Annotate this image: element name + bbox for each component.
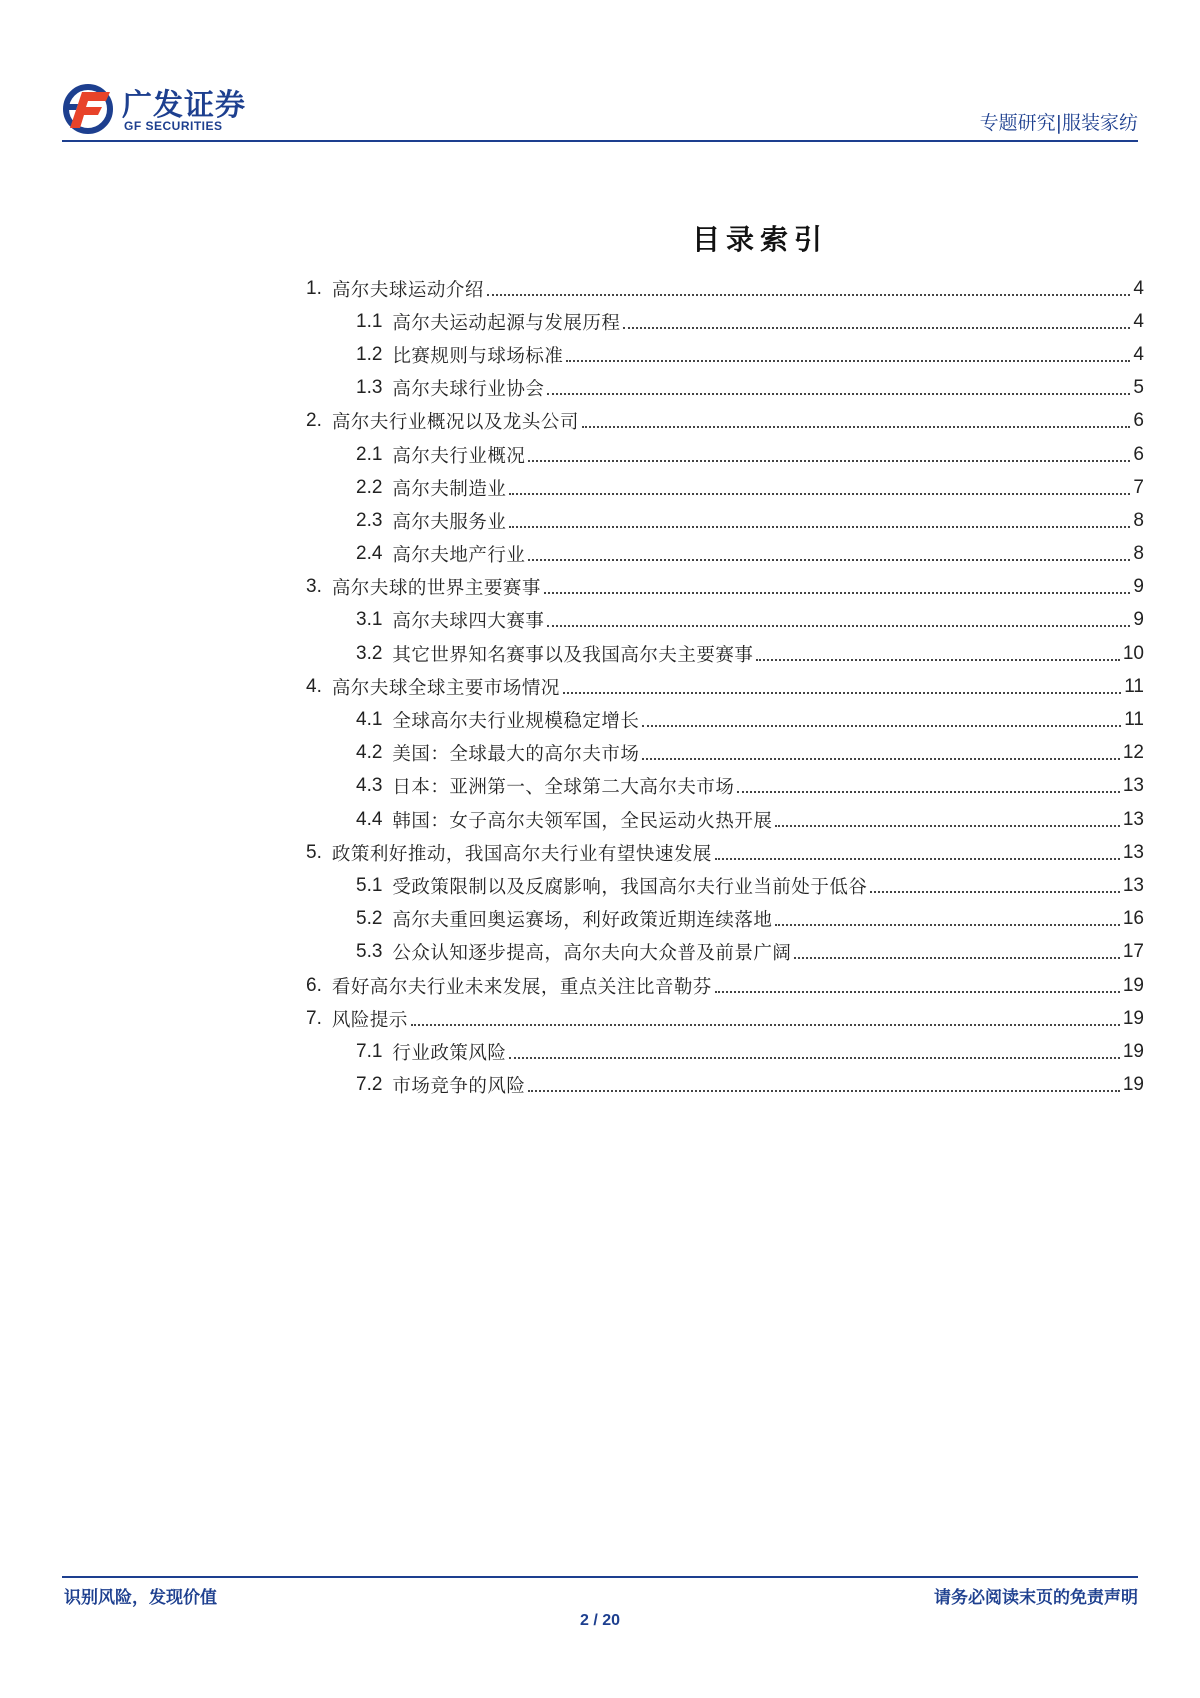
toc-entry[interactable]: [306, 1002, 1144, 1035]
toc-leader-dots: [509, 1057, 1119, 1059]
footer-disclaimer: 请务必阅读末页的免责声明: [934, 1588, 1138, 1608]
toc-entry-page: 8: [1133, 509, 1144, 531]
company-logo: [62, 78, 262, 140]
toc-entry-number: 4.3: [356, 775, 383, 797]
toc-entry-page: 12: [1122, 742, 1144, 764]
toc-entry-title: 全球高尔夫行业规模稳定增长: [392, 711, 640, 733]
footer-slogan: 识别风险，发现价值: [64, 1588, 217, 1608]
toc-entry-title: 高尔夫球的世界主要赛事: [331, 578, 541, 600]
toc-entry-page: 13: [1122, 775, 1144, 797]
toc-title: 目录索引: [691, 223, 828, 256]
toc-leader-dots: [582, 426, 1131, 428]
toc-leader-dots: [775, 924, 1119, 926]
toc-entry-title: 高尔夫球运动介绍: [331, 279, 484, 301]
toc-leader-dots: [775, 825, 1119, 827]
toc-entry-page: 19: [1122, 1074, 1144, 1096]
toc-entry-page: 7: [1133, 476, 1144, 498]
toc-entry[interactable]: [306, 1069, 1144, 1102]
toc-entry-page: 4: [1133, 343, 1144, 365]
toc-entry-title: 高尔夫行业概况以及龙头公司: [331, 412, 579, 434]
logo-english-name: GF SECURITIES: [124, 119, 223, 133]
toc-entry-number: 5.2: [356, 908, 383, 930]
footer-divider: [62, 1576, 1138, 1578]
toc-leader-dots: [623, 327, 1130, 329]
toc-entry-title: 公众认知逐步提高，高尔夫向大众普及前景广阔: [392, 943, 792, 965]
toc-entry-number: 4.: [306, 675, 322, 697]
industry-name: 服装家纺: [1061, 112, 1138, 134]
toc-leader-dots: [563, 692, 1121, 694]
toc-entry-page: 4: [1133, 277, 1144, 299]
toc-entry-page: 13: [1122, 841, 1144, 863]
toc-entry[interactable]: [306, 372, 1144, 405]
toc-entry-number: 2.1: [356, 443, 383, 465]
toc-entry[interactable]: [306, 1035, 1144, 1068]
toc-entry-number: 7.1: [356, 1040, 383, 1062]
toc-entry-number: 7.: [306, 1007, 322, 1029]
page-number: 2 / 20: [579, 1612, 621, 1629]
toc-entry-title: 高尔夫制造业: [392, 478, 507, 500]
toc-entry-page: 16: [1122, 908, 1144, 930]
toc-leader-dots: [756, 659, 1119, 661]
toc-entry-number: 1.1: [356, 310, 383, 332]
toc-leader-dots: [715, 991, 1120, 993]
toc-entry[interactable]: [306, 504, 1144, 537]
toc-entry-title: 看好高尔夫行业未来发展，重点关注比音勒芬: [331, 976, 712, 998]
toc-entry-page: 9: [1133, 609, 1144, 631]
toc-leader-dots: [547, 393, 1130, 395]
toc-leader-dots: [528, 1090, 1119, 1092]
toc-entry[interactable]: [306, 936, 1144, 969]
toc-entry-title: 高尔夫球四大赛事: [392, 611, 545, 633]
toc-entry-page: 10: [1122, 642, 1144, 664]
toc-leader-dots: [870, 891, 1119, 893]
toc-entry-number: 6.: [306, 974, 322, 996]
toc-entry-number: 4.2: [356, 742, 383, 764]
toc-entry[interactable]: [306, 604, 1144, 637]
toc-entry[interactable]: [306, 571, 1144, 604]
toc-entry-number: 1.: [306, 277, 322, 299]
toc-entry[interactable]: [306, 737, 1144, 770]
report-category: [980, 108, 1138, 135]
toc-entry-page: 19: [1122, 1007, 1144, 1029]
toc-entry-title: 高尔夫重回奥运赛场，利好政策近期连续落地: [392, 910, 773, 932]
toc-entry[interactable]: [306, 836, 1144, 869]
toc-entry-title: 日本：亚洲第一、全球第二大高尔夫市场: [392, 777, 735, 799]
toc-leader-dots: [411, 1024, 1120, 1026]
toc-entry-number: 3.1: [356, 609, 383, 631]
toc-entry-number: 5.1: [356, 874, 383, 896]
toc-entry-number: 5.3: [356, 941, 383, 963]
toc-entry[interactable]: [306, 471, 1144, 504]
report-type: 专题研究: [979, 112, 1056, 134]
toc-entry-page: 13: [1122, 874, 1144, 896]
toc-entry-number: 2.2: [356, 476, 383, 498]
toc-entry-title: 高尔夫运动起源与发展历程: [392, 312, 621, 334]
toc-entry[interactable]: [306, 969, 1144, 1002]
toc-entry[interactable]: [306, 272, 1144, 305]
toc-entry[interactable]: [306, 405, 1144, 438]
toc-entry-title: 其它世界知名赛事以及我国高尔夫主要赛事: [392, 644, 754, 666]
toc-leader-dots: [528, 559, 1130, 561]
toc-entry-number: 3.: [306, 576, 322, 598]
toc-entry-page: 13: [1122, 808, 1144, 830]
toc-entry[interactable]: [306, 538, 1144, 571]
toc-entry-title: 行业政策风险: [392, 1042, 507, 1064]
header-separator: |: [1055, 112, 1062, 134]
toc-entry-title: 美国：全球最大的高尔夫市场: [392, 744, 640, 766]
toc-entry-number: 4.1: [356, 709, 383, 731]
logo-chinese-name: 广发证券: [122, 88, 246, 123]
toc-entry[interactable]: [306, 869, 1144, 902]
toc-entry-title: 高尔夫球全球主要市场情况: [331, 677, 560, 699]
toc-entry-page: 4: [1133, 310, 1144, 332]
toc-entry-page: 11: [1124, 709, 1144, 731]
toc-entry-title: 政策利好推动，我国高尔夫行业有望快速发展: [331, 843, 712, 865]
toc-entry[interactable]: [306, 803, 1144, 836]
toc-entry-title: 高尔夫服务业: [392, 511, 507, 533]
page-header: [62, 78, 1138, 140]
toc-leader-dots: [737, 791, 1119, 793]
toc-leader-dots: [544, 592, 1131, 594]
toc-entry[interactable]: [306, 703, 1144, 736]
toc-leader-dots: [642, 758, 1119, 760]
toc-entry-title: 高尔夫行业概况: [392, 445, 526, 467]
toc-leader-dots: [509, 526, 1130, 528]
toc-entry-number: 2.: [306, 410, 322, 432]
toc-entry-title: 受政策限制以及反腐影响，我国高尔夫行业当前处于低谷: [392, 876, 868, 898]
toc-entry[interactable]: [306, 670, 1144, 703]
toc-entry-number: 1.2: [356, 343, 383, 365]
toc-entry[interactable]: [306, 770, 1144, 803]
toc-entry-page: 19: [1122, 1040, 1144, 1062]
toc-entry-number: 5.: [306, 841, 322, 863]
toc-entry[interactable]: [306, 637, 1144, 670]
toc-leader-dots: [547, 625, 1130, 627]
toc-leader-dots: [715, 858, 1120, 860]
toc-entry-page: 9: [1133, 576, 1144, 598]
toc-leader-dots: [487, 294, 1131, 296]
toc-entry-page: 17: [1122, 941, 1144, 963]
toc-entry-page: 11: [1124, 675, 1144, 697]
toc-entry-title: 高尔夫球行业协会: [392, 379, 545, 401]
toc-leader-dots: [509, 493, 1130, 495]
toc-leader-dots: [642, 725, 1121, 727]
toc-entry-title: 韩国：女子高尔夫领军国，全民运动火热开展: [392, 810, 773, 832]
toc-entry-title: 市场竞争的风险: [392, 1076, 526, 1098]
toc-leader-dots: [794, 957, 1119, 959]
toc-entry[interactable]: [306, 438, 1144, 471]
toc-entry-number: 4.4: [356, 808, 383, 830]
toc-entry-number: 7.2: [356, 1074, 383, 1096]
gf-logo-icon: [62, 82, 118, 136]
toc-entry[interactable]: [306, 903, 1144, 936]
toc-entry-title: 比赛规则与球场标准: [392, 345, 564, 367]
toc-leader-dots: [566, 360, 1130, 362]
table-of-contents: [306, 272, 1144, 1102]
toc-entry-number: 1.3: [356, 377, 383, 399]
header-divider: [62, 140, 1138, 142]
toc-entry-title: 高尔夫地产行业: [392, 545, 526, 567]
toc-entry-page: 8: [1133, 543, 1144, 565]
toc-entry-number: 2.3: [356, 509, 383, 531]
toc-entry[interactable]: [306, 338, 1144, 371]
toc-entry-page: 5: [1133, 377, 1144, 399]
toc-entry-number: 3.2: [356, 642, 383, 664]
toc-entry-title: 风险提示: [331, 1009, 408, 1031]
toc-leader-dots: [528, 460, 1130, 462]
toc-entry-page: 19: [1122, 974, 1144, 996]
toc-entry-page: 6: [1133, 410, 1144, 432]
toc-entry-page: 6: [1133, 443, 1144, 465]
toc-entry-number: 2.4: [356, 543, 383, 565]
toc-entry[interactable]: [306, 305, 1144, 338]
